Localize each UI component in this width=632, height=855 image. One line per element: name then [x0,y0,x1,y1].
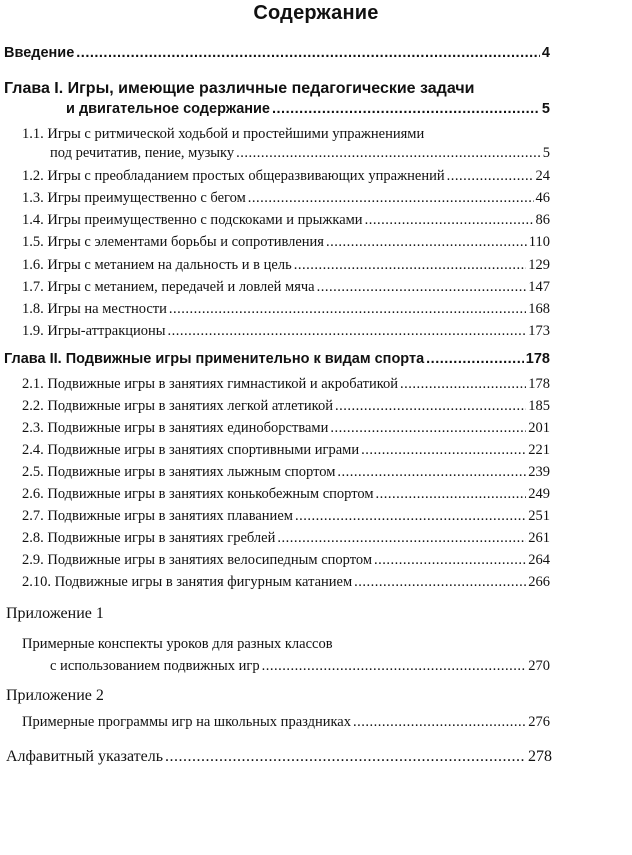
dot-leader [262,658,527,675]
dot-leader [326,234,527,251]
dot-leader [354,574,526,591]
dot-leader [248,190,534,207]
toc-entry-chapter1[interactable] [66,101,550,117]
toc-entry-label: 2.7. Подвижные игры в занятиях плаванием [22,508,293,524]
dot-leader [337,464,526,481]
toc-entry-page: 4 [541,45,550,61]
dot-leader [168,323,527,340]
toc-entry-2-2[interactable] [22,398,550,415]
toc-entry-1-6[interactable] [22,257,550,274]
toc-entry-page: 5 [542,145,550,161]
toc-entry-label: Алфавитный указатель [6,748,164,765]
toc-entry-1-7[interactable] [22,279,550,296]
dot-leader [169,301,526,318]
toc-entry-label: и двигательное содержание [66,101,270,117]
toc-entry-2-5[interactable] [22,464,550,481]
toc-entry-label: Глава II. Подвижные игры применительно к видам спорта [4,351,425,367]
dot-leader [165,748,526,766]
toc-entry-index[interactable] [6,748,552,766]
toc-entry-page: 266 [528,574,550,590]
toc-entry-page: 147 [528,279,550,295]
toc-entry-page: 270 [528,658,550,674]
toc-entry-appendix2[interactable] [22,714,550,731]
toc-entry-page: 178 [525,351,550,367]
toc-entry-label: под речитатив, пение, музыку [50,145,235,161]
dot-leader [295,508,526,525]
page-title: Содержание [253,2,379,24]
toc-entry-page: 185 [528,398,550,414]
toc-entry-page: 46 [535,190,550,206]
dot-leader [374,552,526,569]
dot-leader [76,45,540,61]
toc-entry-1-8[interactable] [22,301,550,318]
toc-entry-appendix1[interactable] [50,658,550,675]
toc-entry-label: 2.1. Подвижные игры в занятиях гимнастикой и акробатикой [22,376,399,392]
toc-entry-label: Введение [4,45,75,61]
toc-entry-1-2[interactable] [22,168,550,185]
toc-entry-page: 261 [528,530,550,546]
toc-entry-page: 239 [528,464,550,480]
appendix2-heading[interactable]: Приложение 2 [6,687,104,704]
toc-entry-page: 168 [528,301,550,317]
appendix1-heading[interactable]: Приложение 1 [6,605,104,622]
toc-entry-label: 2.4. Подвижные игры в занятиях спортивными играми [22,442,360,458]
toc-entry-2-8[interactable] [22,530,550,547]
dot-leader [376,486,527,503]
toc-entry-label: 2.8. Подвижные игры в занятиях греблей [22,530,276,546]
dot-leader [353,714,526,731]
toc-entry-page: 251 [528,508,550,524]
toc-entry-2-4[interactable] [22,442,550,459]
toc-entry-label: 1.5. Игры с элементами борьбы и сопротивления [22,234,324,250]
toc-entry-page: 173 [528,323,550,339]
dot-leader [317,279,527,296]
dot-leader [335,398,526,415]
toc-entry-label: 1.2. Игры с преобладанием простых общеразвивающих упражнений [22,168,445,184]
toc-entry-label: 2.3. Подвижные игры в занятиях единоборствами [22,420,329,436]
dot-leader [330,420,526,437]
toc-entry-page: 264 [528,552,550,568]
toc-entry-1-1-line1[interactable]: 1.1. Игры с ритмической ходьбой и простейшими упражнениями [22,126,425,142]
toc-entry-2-9[interactable] [22,552,550,569]
dot-leader [294,257,527,274]
toc-entry-page: 5 [541,101,550,117]
toc-entry-label: 1.8. Игры на местности [22,301,167,317]
toc-entry-label: 2.2. Подвижные игры в занятиях легкой атлетикой [22,398,333,414]
toc-entry-page: 249 [528,486,550,502]
appendix1-line1[interactable]: Примерные конспекты уроков для разных классов [22,636,333,652]
dot-leader [365,212,534,229]
toc-entry-page: 221 [528,442,550,458]
dot-leader [361,442,526,459]
toc-entry-label: 1.6. Игры с метанием на дальность и в цель [22,257,292,273]
toc-entry-page: 86 [535,212,550,228]
toc-entry-label: 1.4. Игры преимущественно с подскоками и прыжками [22,212,363,228]
toc-entry-2-7[interactable] [22,508,550,525]
chapter1-title-line1[interactable]: Глава I. Игры, имеющие различные педагогические задачи [4,80,475,97]
dot-leader [447,168,534,185]
toc-entry-1-1[interactable] [50,145,550,162]
toc-entry-page: 178 [528,376,550,392]
toc-entry-1-5[interactable] [22,234,550,251]
toc-entry-2-10[interactable] [22,574,550,591]
toc-entry-page: 24 [535,168,550,184]
dot-leader [236,145,541,162]
toc-entry-page: 110 [528,234,550,250]
dot-leader [400,376,526,393]
toc-entry-label: 1.7. Игры с метанием, передачей и ловлей мяча [22,279,315,295]
toc-entry-2-1[interactable] [22,376,550,393]
toc-entry-label: 2.5. Подвижные игры в занятиях лыжным спортом [22,464,336,480]
dot-leader [426,351,524,367]
toc-entry-label: 1.3. Игры преимущественно с бегом [22,190,246,206]
dot-leader [272,101,540,117]
toc-entry-page: 278 [528,748,552,765]
toc-entry-1-3[interactable] [22,190,550,207]
toc-entry-label: с использованием подвижных игр [50,658,260,674]
toc-entry-intro[interactable] [4,45,550,61]
toc-entry-1-9[interactable] [22,323,550,340]
toc-entry-page: 276 [528,714,550,730]
toc-entry-label: 2.6. Подвижные игры в занятиях конькобежным спортом [22,486,374,502]
toc-entry-page: 129 [528,257,550,273]
toc-entry-page: 201 [528,420,550,436]
dot-leader [277,530,526,547]
toc-entry-label: 2.9. Подвижные игры в занятиях велосипедным спортом [22,552,372,568]
toc-entry-label: 2.10. Подвижные игры в занятия фигурным катанием [22,574,353,590]
toc-entry-label: Примерные программы игр на школьных праздниках [22,714,351,730]
toc-entry-1-4[interactable] [22,212,550,229]
toc-entry-2-3[interactable] [22,420,550,437]
toc-entry-chapter2[interactable] [4,351,550,367]
toc-entry-label: 1.9. Игры-аттракционы [22,323,166,339]
toc-entry-2-6[interactable] [22,486,550,503]
